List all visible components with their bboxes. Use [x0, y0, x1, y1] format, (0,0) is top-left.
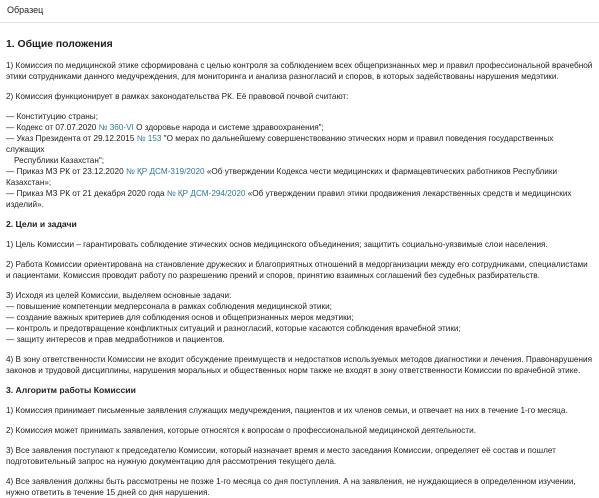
section-2-paragraph-4: 4) В зону ответственности Комиссии не входит обсуждение преимуществ и недостатков используемых методов диагностики и лечения. Правонарушения законов и трудовой дисциплины, нарушения моральных и общественных норм также не входят в зону ответственности Комиссии по врачебной этике. [6, 355, 593, 375]
document-sample-label: Образец [7, 5, 44, 15]
order-link-294[interactable]: № ҚР ДСМ-294/2020 [166, 189, 246, 198]
legal-basis-item: — Указ Президента от 29.12.2015 № 153 "О мерах по дальнейшему совершенствованию этических норм и правил поведения государственных служащих Республики Казахстан"; [6, 134, 554, 165]
legal-basis-item: — Конституцию страны; [6, 112, 98, 121]
task-item: — повышение компетенции медперсонала в рамках соблюдения медицинской этики; [6, 302, 332, 311]
section-1-paragraph-1: 1) Комиссия по медицинской этике сформирована с целью контроля за соблюдением всех общепризнанных мер и правил профессиональной врачебной этики сотрудниками данного медучреждения, для мониторинга и анализа разногласий и споров, в которых задействованы нарушения медэтики. [6, 61, 593, 81]
order-link-319[interactable]: № ҚР ДСМ-319/2020 [125, 167, 205, 176]
task-item: — контроль и предотвращение конфликтных ситуаций и разногласий, которые касаются соблюдения врачебной этики; [6, 324, 461, 333]
header-divider [0, 22, 599, 23]
section-2-paragraph-2: 2) Работа Комиссии ориентирована на становление дружеских и благоприятных отношений в медорганизации между его сотрудниками, специалистами и пациентами. Комиссия проводит работу по разрешению прений и споров, принятию взаимных соглашений без судебных разбирательств. [6, 260, 588, 280]
section-3-paragraph-2: 2) Комиссия может принимать заявления, которые относятся к вопросам о профессиональной медицинской деятельности. [6, 426, 476, 435]
section-2-paragraph-1: 1) Цель Комиссии – гарантировать соблюдение этических основ медицинского объединения; защитить социально-уязвимые слои населения. [6, 240, 548, 249]
section-3-paragraph-3: 3) Все заявления поступают к председателю Комиссии, который назначает время и место заседания Комиссии, определяет её состав и пошлет подготовительный запрос на нужную документацию для рассмотрения текущего дела. [6, 446, 556, 466]
section-2-paragraph-3: 3) Исходя из целей Комиссии, выделяем основные задачи: [6, 291, 232, 300]
legal-basis-item: — Приказ МЗ РК от 23.12.2020 № ҚР ДСМ-319/2020 «Об утверждении Кодекса чести медицинских и фармацевтических работников Республики Казахстан»; [6, 167, 558, 187]
legal-basis-list [6, 111, 594, 210]
section-1-paragraph-2: 2) Комиссия функционирует в рамках законодательства РК. Её правовой почвой считают: [6, 92, 349, 101]
section-3-title: 3. Алгоритм работы Комиссии [6, 385, 136, 395]
document-body [6, 38, 594, 498]
section-2-title: 2. Цели и задачи [6, 219, 77, 229]
decree-link-153[interactable]: № 153 [136, 134, 162, 143]
legal-basis-item: — Кодекс от 07.07.2020 № 360-VI О здоровье народа и системе здравоохранения"; [6, 123, 324, 132]
section-1-title: 1. Общие положения [6, 39, 113, 50]
legal-basis-item: — Приказ МЗ РК от 21 декабря 2020 года № ҚР ДСМ-294/2020 «Об утверждении правил этики продвижения лекарственных средств и медицинских изделий». [6, 189, 572, 209]
tasks-list [6, 301, 594, 345]
task-item: — защиту интересов и прав медработников и пациентов. [6, 335, 225, 344]
section-3-paragraph-4: 4) Все заявления должны быть рассмотрены не позже 1-го месяца со дня поступления. А на заявления, не нуждающиеся в определенном изучении, нужно ответить в течение 15 дней со дня нарушения. [6, 477, 576, 497]
section-3-paragraph-1: 1) Комиссия принимает письменные заявления служащих медучреждения, пациентов и их членов семьи, и отвечает на них в течение 1-го месяца. [6, 406, 568, 415]
law-link-360-vi[interactable]: № 360-VI [98, 123, 134, 132]
task-item: — создание важных критериев для соблюдения основ и общепризнанных мерок медэтики; [6, 313, 354, 322]
